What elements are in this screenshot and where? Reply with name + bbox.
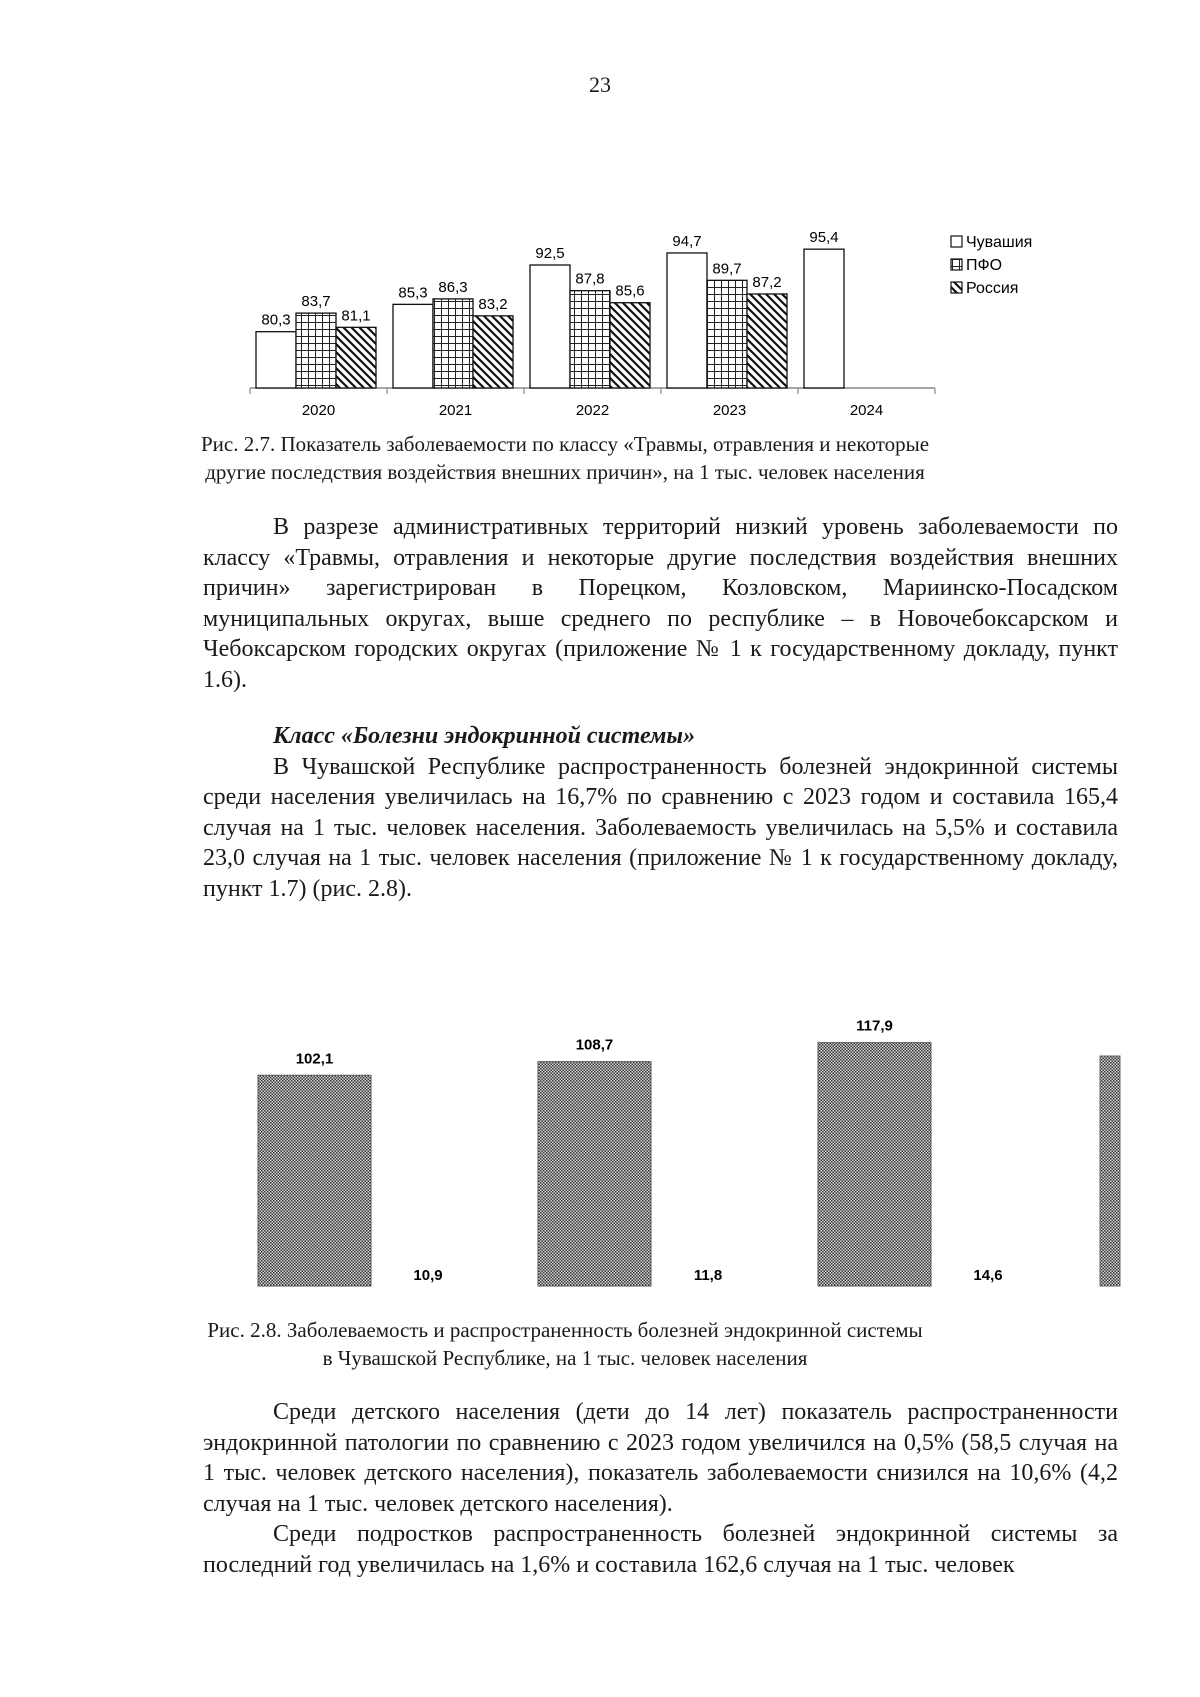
- bar-ПФО-2021: [433, 299, 473, 388]
- figure-2-7-chart: [250, 229, 1032, 419]
- bar-cut-off: [1100, 1056, 1120, 1286]
- tick-label: 2021: [438, 402, 473, 419]
- data-label: 80,3: [261, 311, 291, 329]
- data-label: 92,5: [535, 245, 565, 262]
- paragraph: В Чувашской Республике распространенность болезней эндокринной системы среди населения увеличилась на 16,7% по сравнению с 2023 годом и составила 165,4 случая на 1 тыс. человек населения. Заболеваемость увеличилась на 5,5% и составила 23,0 случая на 1 тыс. человек населения (приложение № 1 к государственному докладу, пункт 1.7) (рис. 2.8).: [203, 753, 1118, 902]
- data-label: 14,6: [973, 1267, 1003, 1284]
- data-label: 10,9: [413, 1267, 443, 1284]
- bar-prevalence: [538, 1062, 651, 1286]
- data-label: 94,7: [672, 232, 702, 250]
- legend: [951, 234, 1032, 297]
- legend-label-russia: Россия: [966, 280, 1019, 297]
- bar-Чувашия-2021: [393, 304, 433, 388]
- tick-label: 2024: [849, 402, 884, 419]
- data-label: 102,1: [295, 1050, 334, 1068]
- section-heading: Класс «Болезни эндокринной системы»: [273, 723, 696, 749]
- paragraph: Среди детского населения (дети до 14 лет) показатель распространенности эндокринной патологии по сравнению с 2023 годом увеличился на 0,5% (58,5 случая на 1 тыс. человек детского населения), показатель заболеваемости снизился на 10,6% (4,2 случая на 1 тыс. человек детского населения).: [203, 1399, 1118, 1517]
- bar-Чувашия-2024: [804, 249, 844, 388]
- figure-2-7-caption: [200, 430, 930, 486]
- data-label: 87,2: [752, 273, 782, 291]
- data-label: 81,1: [341, 307, 371, 325]
- data-label: 86,3: [438, 278, 468, 296]
- legend-label-chuvashia: Чувашия: [966, 234, 1033, 251]
- data-label: 87,8: [575, 270, 605, 288]
- legend-swatch-pfo: [951, 259, 962, 270]
- tick-label: 2023: [712, 402, 747, 419]
- tick-label: 2022: [575, 402, 610, 419]
- bar-prevalence: [258, 1075, 371, 1286]
- bar-Чувашия-2023: [667, 253, 707, 388]
- figure-2-8-chart: [258, 1018, 1120, 1286]
- caption-line: Рис. 2.8. Заболеваемость и распространенность болезней эндокринной системы: [207, 1318, 923, 1342]
- bar-Чувашия-2020: [256, 332, 296, 388]
- figure-2-8-caption: [200, 1316, 930, 1372]
- x-axis-ticks: [250, 388, 935, 394]
- bar-Россия-2021: [473, 316, 513, 388]
- bar-Россия-2020: [336, 327, 376, 388]
- data-label: 83,2: [478, 295, 508, 313]
- page-number: 23: [589, 72, 611, 97]
- tick-label: 2020: [301, 402, 336, 419]
- data-label: 85,3: [398, 284, 428, 302]
- legend-swatch-chuvashia: [951, 236, 962, 247]
- data-label: 108,7: [575, 1036, 614, 1054]
- data-label: 89,7: [712, 260, 742, 278]
- body-text-block-1: [203, 512, 1118, 904]
- legend-label-pfo: ПФО: [966, 257, 1003, 274]
- bar-Россия-2023: [747, 294, 787, 388]
- data-label: 117,9: [856, 1017, 893, 1035]
- data-label: 11,8: [693, 1267, 723, 1284]
- category-labels-group: [302, 402, 883, 419]
- bar-ПФО-2020: [296, 313, 336, 388]
- paragraph: В разрезе административных территорий низкий уровень заболеваемости по классу «Травмы, отравления и некоторые другие последствия воздействия внешних причин» зарегистрирован в Порецком, Козловском, Мариинско-Посадском муниципальных округах, выше среднего по республике – в Новочебоксарском и Чебоксарском городских округах (приложение № 1 к государственному докладу, пункт 1.6).: [203, 514, 1118, 693]
- caption-line: в Чувашской Республике, на 1 тыс. человек населения: [322, 1346, 808, 1370]
- bar-Россия-2022: [610, 303, 650, 388]
- paragraph: Среди подростков распространенность болезней эндокринной системы за последний год увеличилась на 1,6% и составила 162,6 случая на 1 тыс. человек: [203, 1521, 1118, 1578]
- bars-group: [258, 1043, 931, 1286]
- bar-ПФО-2022: [570, 291, 610, 388]
- legend-swatch-russia: [951, 282, 962, 293]
- bar-prevalence: [818, 1043, 931, 1286]
- data-label: 95,4: [809, 229, 839, 247]
- caption-line: другие последствия воздействия внешних причин», на 1 тыс. человек населения: [205, 460, 925, 484]
- caption-line: Рис. 2.7. Показатель заболеваемости по классу «Травмы, отравления и некоторые: [200, 432, 930, 456]
- bar-ПФО-2023: [707, 280, 747, 388]
- bar-Чувашия-2022: [530, 265, 570, 388]
- body-text-block-2: [203, 1397, 1118, 1580]
- data-label: 83,7: [301, 293, 331, 311]
- data-label: 85,6: [615, 282, 645, 300]
